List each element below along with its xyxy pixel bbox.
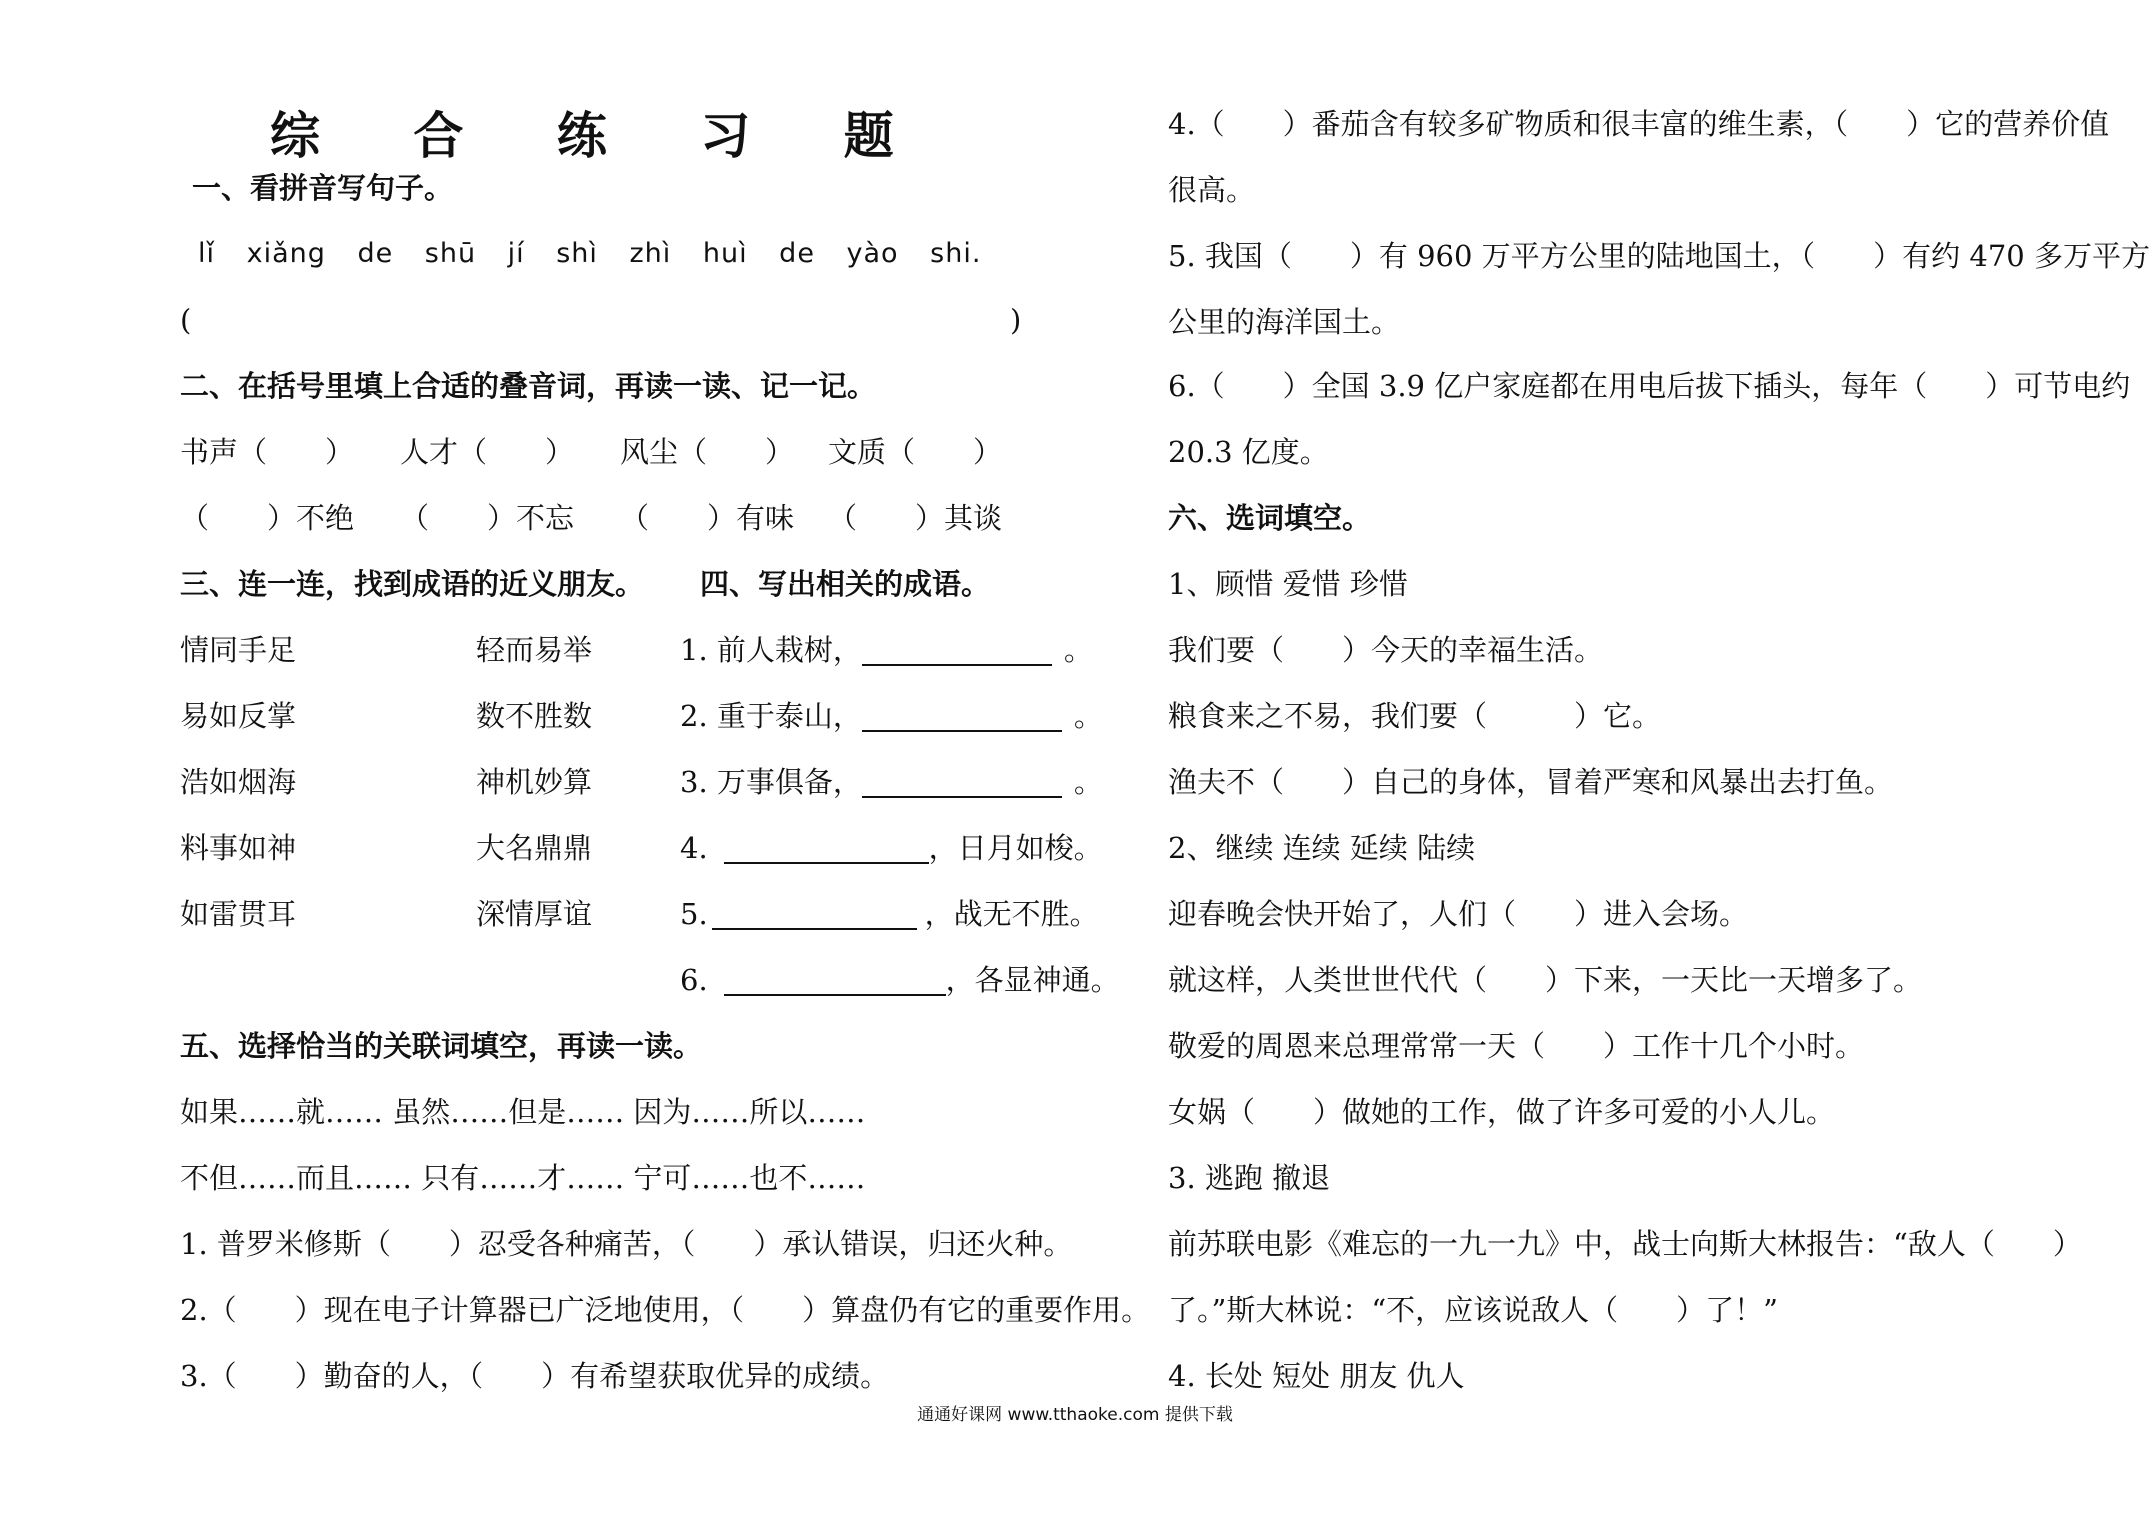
fill-sentence: 渔夫不（ ）自己的身体，冒着严寒和风暴出去打鱼。 (1168, 765, 1894, 799)
page-title: 综 合 练 习 题 (270, 106, 932, 165)
idiom-fill-suffix: 。 (1073, 699, 1103, 733)
conjunction-options: 如果……就…… 虽然……但是…… 因为……所以…… (180, 1095, 866, 1129)
answer-blank[interactable] (862, 700, 1062, 732)
answer-blank[interactable] (862, 766, 1062, 798)
idiom-fill-suffix: 。 (1073, 765, 1103, 799)
idiom-fill-suffix: 。 (1063, 633, 1093, 667)
idiom-fill-prefix: 6. (680, 963, 708, 997)
reduplication-item: （ ）有味 (620, 501, 795, 535)
reduplication-item: 人才（ ） (400, 435, 575, 469)
idiom-fill-prefix: 5. (680, 897, 708, 931)
section-4-heading: 四、写出相关的成语。 (700, 567, 991, 601)
answer-blank[interactable] (724, 832, 929, 864)
section-1-heading: 一、看拼音写句子。 (192, 171, 454, 205)
idiom-fill-item (680, 696, 1103, 736)
idiom-fill-item (680, 960, 1120, 1000)
pinyin-sentence: lǐ xiǎng de shū jí shì zhì huì de yào shi. (198, 238, 982, 269)
idiom-fill-prefix: 1. 前人栽树， (680, 633, 862, 667)
section-2-heading: 二、在括号里填上合适的叠音词，再读一读、记一记。 (180, 369, 877, 403)
reduplication-item: （ ）其谈 (828, 501, 1003, 535)
idiom-left: 料事如神 (180, 831, 297, 865)
answer-paren-open: ( (180, 303, 192, 337)
idiom-left: 如雷贯耳 (180, 897, 297, 931)
word-group-4: 4. 长处 短处 朋友 仇人 (1168, 1359, 1465, 1393)
answer-blank[interactable] (862, 634, 1052, 666)
fill-sentence: 敬爱的周恩来总理常常一天（ ）工作十几个小时。 (1168, 1029, 1865, 1063)
fill-sentence: 迎春晚会快开始了，人们（ ）进入会场。 (1168, 897, 1749, 931)
question-1: 1. 普罗米修斯（ ）忍受各种痛苦，（ ）承认错误，归还火种。 (180, 1227, 1073, 1261)
conjunction-options: 不但……而且…… 只有……才…… 宁可……也不…… (180, 1161, 866, 1195)
idiom-fill-suffix: ，各显神通。 (945, 963, 1120, 997)
answer-blank[interactable] (724, 964, 946, 996)
idiom-fill-suffix: ，日月如梭。 (928, 831, 1103, 865)
page-footer: 通通好课网 www.tthaoke.com 提供下载 (917, 1405, 1233, 1425)
question-2: 2.（ ）现在电子计算器已广泛地使用，（ ）算盘仍有它的重要作用。 (180, 1293, 1151, 1327)
word-group-1: 1、顾惜 爱惜 珍惜 (1168, 567, 1408, 601)
question-5-line-1: 5. 我国（ ）有 960 万平方公里的陆地国土，（ ）有约 470 多万平方 (1168, 239, 2150, 273)
question-5-line-2: 公里的海洋国土。 (1168, 305, 1401, 339)
idiom-fill-item (680, 762, 1103, 802)
idiom-right: 神机妙算 (476, 765, 593, 799)
idiom-fill-suffix: ，战无不胜。 (924, 897, 1099, 931)
idiom-left: 浩如烟海 (180, 765, 297, 799)
idiom-fill-item (680, 630, 1093, 670)
section-5-heading: 五、选择恰当的关联词填空，再读一读。 (180, 1029, 703, 1063)
question-3: 3.（ ）勤奋的人，（ ）有希望获取优异的成绩。 (180, 1359, 890, 1393)
question-4-line-2: 很高。 (1168, 173, 1256, 207)
fill-sentence: 就这样，人类世世代代（ ）下来，一天比一天增多了。 (1168, 963, 1923, 997)
idiom-fill-prefix: 2. 重于泰山， (680, 699, 862, 733)
question-6-line-2: 20.3 亿度。 (1168, 435, 1329, 469)
question-6-line-1: 6.（ ）全国 3.9 亿户家庭都在用电后拔下插头，每年（ ）可节电约 (1168, 369, 2131, 403)
idiom-right: 数不胜数 (476, 699, 593, 733)
answer-paren-close: ) (1010, 303, 1022, 337)
idiom-fill-item (680, 894, 1099, 934)
answer-blank[interactable] (712, 898, 917, 930)
fill-sentence: 粮食来之不易，我们要（ ）它。 (1168, 699, 1662, 733)
reduplication-item: （ ）不绝 (180, 501, 355, 535)
question-4-line-1: 4.（ ）番茄含有较多矿物质和很丰富的维生素，（ ）它的营养价值 (1168, 107, 2110, 141)
idiom-right: 深情厚谊 (476, 897, 593, 931)
fill-sentence: 我们要（ ）今天的幸福生活。 (1168, 633, 1604, 667)
reduplication-item: 书声（ ） (180, 435, 355, 469)
word-group-3: 3. 逃跑 撤退 (1168, 1161, 1331, 1195)
idiom-left: 情同手足 (180, 633, 297, 667)
idiom-right: 大名鼎鼎 (476, 831, 593, 865)
idiom-left: 易如反掌 (180, 699, 297, 733)
section-6-heading: 六、选词填空。 (1168, 501, 1372, 535)
fill-sentence: 前苏联电影《难忘的一九一九》中，战士向斯大林报告：“敌人（ ） (1168, 1227, 2082, 1261)
reduplication-item: 风尘（ ） (620, 435, 795, 469)
idiom-fill-prefix: 3. 万事俱备， (680, 765, 862, 799)
fill-sentence: 女娲（ ）做她的工作，做了许多可爱的小人儿。 (1168, 1095, 1836, 1129)
reduplication-item: 文质（ ） (828, 435, 1003, 469)
idiom-fill-prefix: 4. (680, 831, 708, 865)
reduplication-item: （ ）不忘 (400, 501, 575, 535)
section-3-heading: 三、连一连，找到成语的近义朋友。 (180, 567, 645, 601)
idiom-fill-item (680, 828, 1103, 868)
idiom-right: 轻而易举 (476, 633, 593, 667)
word-group-2: 2、继续 连续 延续 陆续 (1168, 831, 1476, 865)
fill-sentence: 了。”斯大林说：“不，应该说敌人（ ）了！” (1168, 1293, 1778, 1327)
